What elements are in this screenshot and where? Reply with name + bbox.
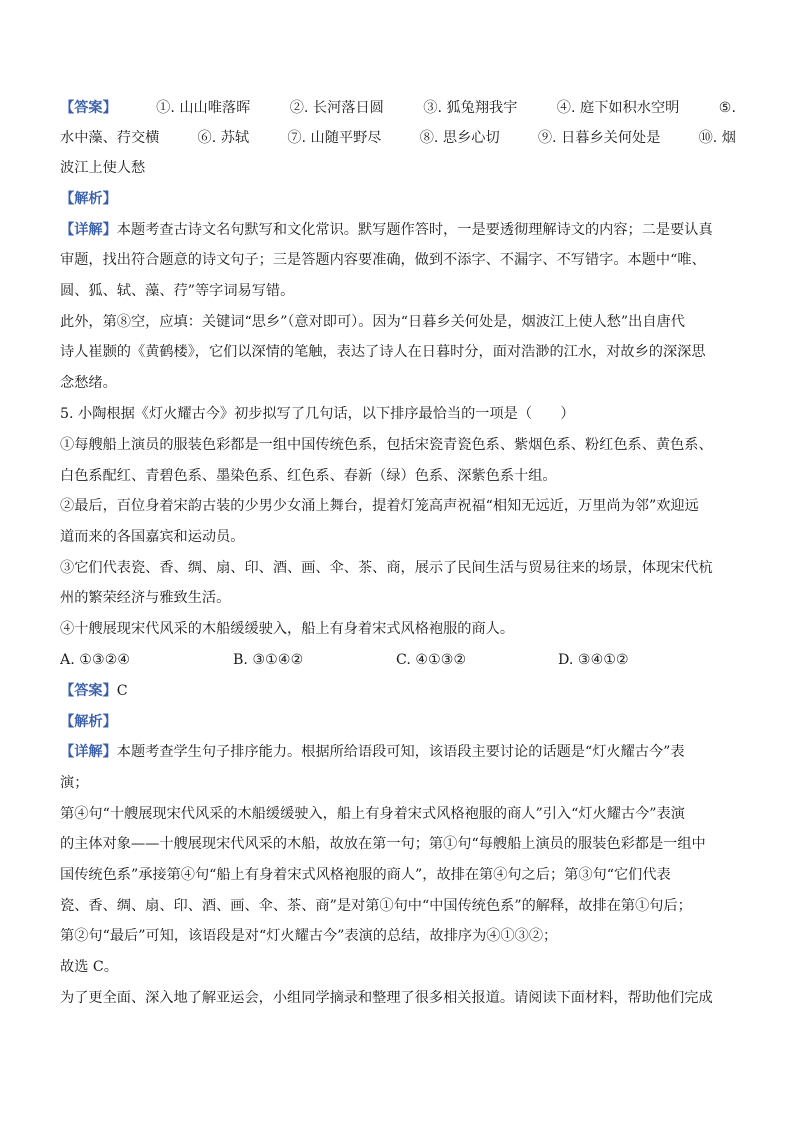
closing-line: 为了更全面、深入地了解亚运会，小组同学摘录和整理了很多相关报道。请阅读下面材料，帮助他们完成	[60, 990, 713, 1006]
answer-line	[60, 681, 736, 701]
sentence-line: 白色系配红、青碧色系、墨染色系、红色系、春新（绿）色系、深紫色系十组。	[60, 468, 557, 484]
detail-text: 本题考查古诗文名句默写和文化常识。默写题作答时，一是要透彻理解诗文的内容；二是要认真	[116, 222, 713, 238]
answer-tag: 【答案】	[60, 683, 117, 699]
option-d: D. ③④①②	[558, 652, 629, 668]
detail-line: 演；	[60, 775, 89, 791]
answer-item: ③. 狐兔翔我宇	[423, 100, 518, 116]
detail-tag: 【详解】	[60, 744, 117, 760]
answer-item: ⑥. 苏轼	[197, 130, 250, 146]
detail-text: 本题考查学生句子排序能力。根据所给语段可知，该语段主要讨论的话题是“灯火耀古今”表	[116, 744, 685, 760]
answer-item: 水中藻、荇交横	[60, 130, 160, 146]
detail-line: 瓷、香、绸、扇、印、酒、画、伞、茶、商”是对第①句中“中国传统色系”的解释，故排在第①句后；	[60, 898, 692, 914]
analysis-heading	[60, 189, 736, 209]
answer-item: ⑩. 烟	[698, 130, 736, 146]
option-b: B. ③①④②	[233, 652, 304, 668]
option-c: C. ④①③②	[396, 652, 467, 668]
detail-line: 诗人崔颢的《黄鹤楼》，它们以深情的笔触，表达了诗人在日暮时分，面对浩渺的江水，对故乡的深深思	[60, 344, 706, 360]
detail-line: 念愁绪。	[60, 375, 117, 391]
answer-line-1	[60, 98, 736, 118]
sentence-line: 州的繁荣经济与雅致生活。	[60, 590, 231, 606]
detail-line: 此外，第⑧空，应填：关键词“思乡”（意对即可）。因为“日暮乡关何处是，烟波江上使人愁”出自唐代	[60, 314, 685, 330]
answer-line-3: 波江上使人愁	[60, 160, 146, 176]
detail-line: 第④句“十艘展现宋代风采的木船缓缓驶入，船上有身着宋式风格袍服的商人”引入“灯火耀古今”表演	[60, 806, 685, 822]
detail-line: 圆、狐、轼、藻、荇”等字词易写错。	[60, 283, 295, 299]
answer-item: ⑤.	[718, 100, 736, 116]
sentence-line: ①每艘船上演员的服装色彩都是一组中国传统色系，包括宋瓷青瓷色系、紫烟色系、粉红色系、黄色系、	[60, 437, 713, 453]
answer-line-2	[60, 128, 736, 148]
answer-item: ④. 庭下如积水空明	[556, 100, 680, 116]
option-a: A. ①③②④	[60, 652, 131, 668]
answer-item: ⑧. 思乡心切	[419, 130, 500, 146]
detail-line: 审题，找出符合题意的诗文句子；三是答题内容要准确，做到不添字、不漏字、不写错字。本题中“唯、	[60, 252, 706, 268]
sentence-line: 道而来的各国嘉宾和运动员。	[60, 529, 245, 545]
detail-line	[60, 220, 736, 240]
question-stem: 5. 小陶根据《灯火耀古今》初步拟写了几句话，以下排序最恰当的一项是（ ）	[60, 406, 575, 422]
detail-line: 的主体对象——十艘展现宋代风采的木船，故放在第一句；第①句“每艘船上演员的服装色彩都是一组中	[60, 836, 706, 852]
detail-line	[60, 742, 736, 762]
analysis-tag: 【解析】	[60, 714, 117, 730]
sentence-line: ④十艘展现宋代风采的木船缓缓驶入，船上有身着宋式风格袍服的商人。	[60, 621, 515, 637]
analysis-heading	[60, 712, 736, 732]
answer-item: ⑦. 山随平野尽	[287, 130, 382, 146]
answer-item: ②. 长河落日圆	[289, 100, 384, 116]
analysis-tag: 【解析】	[60, 191, 117, 207]
detail-line: 第②句“最后”可知，该语段是对“灯火耀古今”表演的总结，故排序为④①③②；	[60, 928, 558, 944]
answer-item: ⑨. 日暮乡关何处是	[537, 130, 661, 146]
sentence-line: ③它们代表瓷、香、绸、扇、印、酒、画、伞、茶、商，展示了民间生活与贸易往来的场景，体现宋代杭	[60, 560, 713, 576]
answer-tag: 【答案】	[60, 100, 117, 116]
detail-tag: 【详解】	[60, 222, 117, 238]
answer-value: C	[116, 683, 128, 699]
detail-line: 故选 C。	[60, 959, 118, 975]
answer-item: ①. 山山唯落晖	[156, 100, 251, 116]
options-row	[60, 650, 736, 670]
sentence-line: ②最后，百位身着宋韵古装的少男少女涌上舞台，提着灯笼高声祝福“相知无远近，万里尚为邻”欢迎远	[60, 498, 699, 514]
detail-line: 国传统色系”承接第④句“船上有身着宋式风格袍服的商人”，故排在第④句之后；第③句“它们代表	[60, 867, 671, 883]
